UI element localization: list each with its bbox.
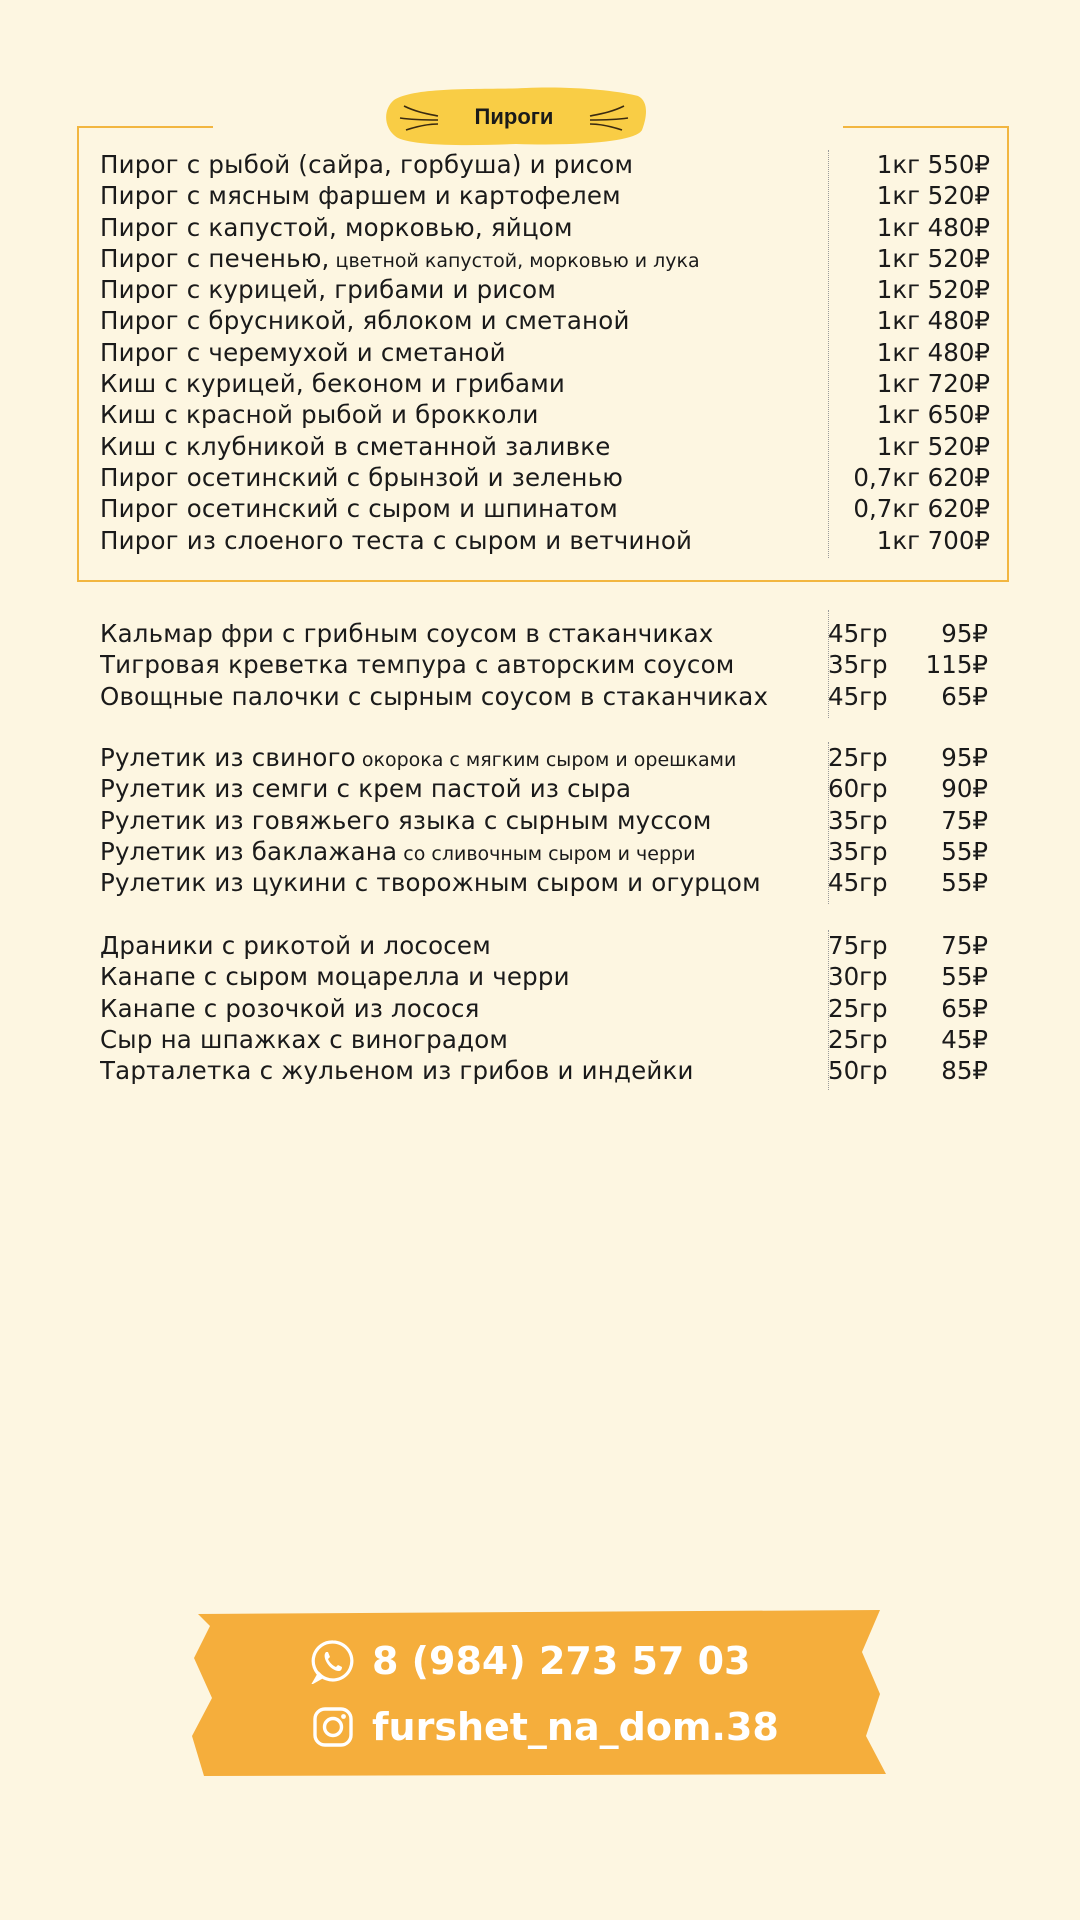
item-price: 75₽ (941, 931, 988, 960)
pie-row (100, 212, 990, 243)
item-price: 520₽ (927, 431, 990, 461)
item-title: Пирог с рыбой (сайра, горбуша) и рисом (100, 150, 634, 179)
item-weight: 25гр (828, 743, 888, 772)
item-name (100, 431, 828, 465)
item-title: Тарталетка с жульеном из грибов и индейки (100, 1056, 694, 1086)
pie-row (100, 243, 990, 274)
item-weight: 1кг (876, 337, 920, 367)
item-name (100, 525, 828, 559)
item-price: 620₽ (927, 494, 990, 524)
menu-row (100, 618, 990, 649)
menu-row (100, 805, 990, 836)
item-name (100, 243, 828, 277)
item-weight: 1кг (876, 181, 920, 211)
menu-row (100, 930, 990, 961)
item-price: 650₽ (927, 400, 990, 430)
item-title: Рулетик из баклажана (100, 836, 398, 866)
item-price: 45₽ (941, 1024, 988, 1054)
pie-row (100, 368, 990, 399)
item-weight: 45гр (828, 868, 888, 898)
item-name (100, 149, 828, 183)
menu-row (100, 867, 990, 898)
menu-row (100, 742, 990, 773)
instagram-handle[interactable]: furshet_na_dom.38 (372, 1705, 779, 1749)
item-weight: 45гр (828, 681, 888, 711)
item-title: Пирог с капустой, морковью, яйцом (100, 212, 573, 242)
item-name (100, 1024, 828, 1058)
pies-title: Пироги (474, 104, 554, 129)
pie-row (100, 525, 990, 556)
item-price: 115₽ (925, 650, 988, 680)
item-title: Кальмар фри с грибным соусом в стаканчиках (100, 619, 714, 648)
item-name (100, 337, 828, 371)
pie-row (100, 399, 990, 430)
pie-row (100, 493, 990, 524)
item-weight: 1кг (876, 369, 920, 399)
item-price: 85₽ (941, 1056, 988, 1086)
item-weight: 1кг (876, 150, 920, 179)
item-title: Овощные палочки с сырным соусом в стаканчиках (100, 681, 769, 711)
item-subtitle: окорока с мягким сыром и орешками (355, 749, 737, 771)
item-weight: 45гр (828, 619, 888, 648)
item-name (100, 836, 828, 870)
item-title: Тигровая креветка темпура с авторским соусом (100, 650, 735, 680)
item-name (100, 805, 828, 839)
item-weight: 60гр (828, 774, 888, 804)
phone-number[interactable]: 8 (984) 273 57 03 (372, 1639, 751, 1683)
pie-row (100, 431, 990, 462)
item-price: 720₽ (927, 369, 990, 399)
item-price: 550₽ (927, 150, 990, 179)
item-title: Пирог с черемухой и сметаной (100, 337, 506, 367)
menu-row (100, 649, 990, 680)
rolls-list (100, 742, 990, 898)
item-weight: 25гр (828, 993, 888, 1023)
item-price: 520₽ (927, 243, 990, 273)
item-price: 520₽ (927, 181, 990, 211)
item-title: Киш с красной рыбой и брокколи (100, 400, 539, 430)
item-price: 55₽ (941, 836, 988, 866)
item-weight: 35гр (828, 650, 888, 680)
item-price: 55₽ (941, 868, 988, 898)
item-weight: 0,7кг (853, 494, 920, 524)
item-title: Киш с курицей, беконом и грибами (100, 369, 566, 399)
item-name (100, 1055, 828, 1089)
pie-row (100, 274, 990, 305)
pie-row (100, 180, 990, 211)
menu-row (100, 681, 990, 712)
item-title: Пирог с мясным фаршем и картофелем (100, 181, 621, 211)
item-price: 75₽ (941, 805, 988, 835)
item-name (100, 993, 828, 1027)
item-title: Пирог с курицей, грибами и рисом (100, 275, 557, 305)
item-name (100, 773, 828, 807)
pie-row (100, 337, 990, 368)
item-title: Рулетик из свиного (100, 743, 356, 772)
item-name (100, 681, 828, 715)
item-name (100, 305, 828, 339)
item-weight: 0,7кг (853, 462, 920, 492)
item-weight: 1кг (876, 525, 920, 555)
item-name (100, 493, 828, 527)
item-weight: 1кг (876, 275, 920, 305)
item-title: Пирог осетинский с сыром и шпинатом (100, 494, 618, 524)
phone-contact[interactable] (310, 1638, 751, 1684)
item-weight: 30гр (828, 962, 888, 992)
item-weight: 75гр (828, 931, 888, 960)
item-name (100, 742, 828, 776)
pie-row (100, 149, 990, 180)
contact-banner (190, 1608, 890, 1778)
pie-row (100, 462, 990, 493)
item-weight: 35гр (828, 836, 888, 866)
menu-row (100, 773, 990, 804)
item-weight: 1кг (876, 306, 920, 336)
item-weight: 25гр (828, 1024, 888, 1054)
item-title: Рулетик из цукини с творожным сыром и огурцом (100, 868, 761, 898)
item-title: Пирог с брусникой, яблоком и сметаной (100, 306, 630, 336)
item-title: Рулетик из семги с крем пастой из сыра (100, 774, 632, 804)
menu-row (100, 961, 990, 992)
item-price: 65₽ (941, 993, 988, 1023)
menu-row (100, 993, 990, 1024)
pies-list (100, 149, 990, 556)
item-title: Канапе с сыром моцарелла и черри (100, 962, 570, 992)
instagram-contact[interactable] (310, 1704, 779, 1750)
item-price: 480₽ (927, 337, 990, 367)
item-price: 65₽ (941, 681, 988, 711)
item-weight: 1кг (876, 212, 920, 242)
item-weight: 1кг (876, 243, 920, 273)
pies-title-badge (376, 80, 652, 152)
item-price: 55₽ (941, 962, 988, 992)
menu-row (100, 1024, 990, 1055)
item-name (100, 180, 828, 214)
item-subtitle: со сливочным сыром и черри (397, 842, 696, 865)
item-price: 95₽ (941, 743, 988, 772)
item-weight: 1кг (876, 400, 920, 430)
item-name (100, 212, 828, 246)
item-price: 95₽ (941, 619, 988, 648)
item-title: Пирог осетинский с брынзой и зеленью (100, 462, 624, 492)
item-name (100, 618, 828, 652)
item-title: Пирог с печенью, (100, 243, 330, 273)
item-name (100, 961, 828, 995)
item-price: 480₽ (927, 212, 990, 242)
item-title: Сыр на шпажках с виноградом (100, 1024, 509, 1054)
item-name (100, 867, 828, 901)
item-name (100, 462, 828, 496)
item-price: 700₽ (927, 525, 990, 555)
item-name (100, 649, 828, 683)
item-price: 620₽ (927, 462, 990, 492)
item-price: 520₽ (927, 275, 990, 305)
item-subtitle: цветной капустой, морковью и лука (329, 249, 700, 272)
whatsapp-icon (310, 1638, 356, 1684)
item-price: 480₽ (927, 306, 990, 336)
item-title: Драники с рикотой и лососем (100, 931, 491, 960)
item-name (100, 399, 828, 433)
item-price: 90₽ (941, 774, 988, 804)
hot-snacks-list (100, 618, 990, 712)
item-name (100, 930, 828, 964)
item-title: Рулетик из говяжьего языка с сырным муссом (100, 805, 712, 835)
canapes-list (100, 930, 990, 1086)
menu-row (100, 836, 990, 867)
item-name (100, 368, 828, 402)
pie-row (100, 305, 990, 336)
item-weight: 50гр (828, 1056, 888, 1086)
item-name (100, 274, 828, 308)
item-title: Киш с клубникой в сметанной заливке (100, 431, 611, 461)
item-title: Канапе с розочкой из лосося (100, 993, 480, 1023)
menu-row (100, 1055, 990, 1086)
item-weight: 1кг (876, 431, 920, 461)
item-title: Пирог из слоеного теста с сыром и ветчиной (100, 525, 693, 555)
instagram-icon (310, 1704, 356, 1750)
item-weight: 35гр (828, 805, 888, 835)
